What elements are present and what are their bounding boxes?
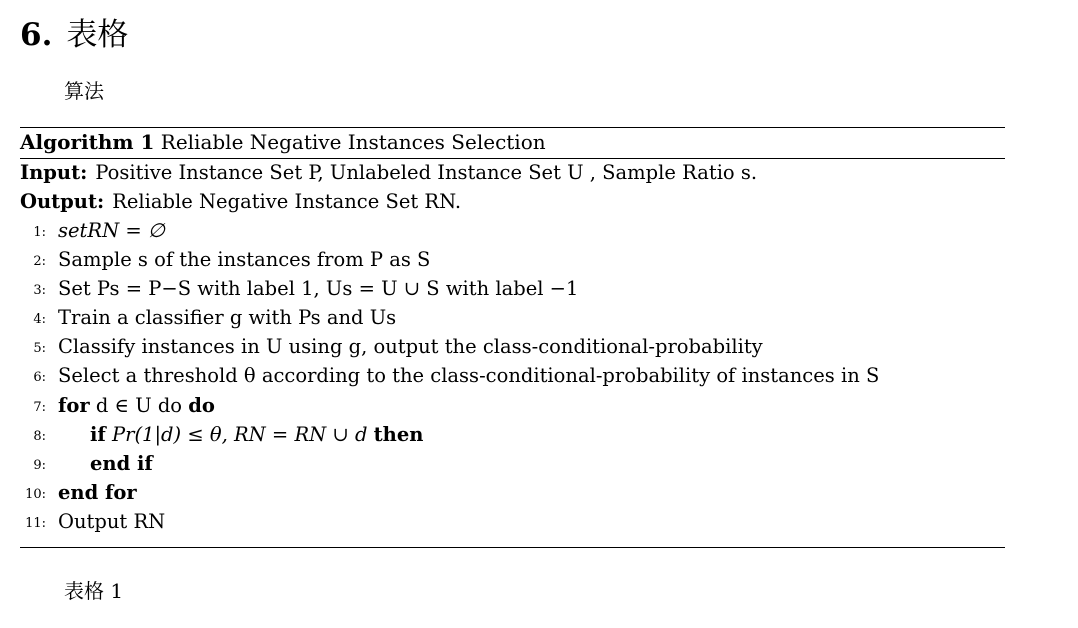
step-text: Train a classifier g with Ps and Us <box>58 306 397 330</box>
step-text: Sample s of the instances from P as S <box>58 248 431 272</box>
step-text: Pr(1|d) ≤ θ, RN = RN ∪ d <box>112 422 368 446</box>
step-text: setRN = ∅ <box>58 219 165 242</box>
step-text: Select a threshold θ according to the class-conditional-probability of instances in S <box>58 364 880 388</box>
algorithm-step <box>20 392 1005 421</box>
step-text: Classify instances in U using g, output the class-conditional-probability <box>58 335 763 359</box>
keyword-for: for <box>58 393 90 417</box>
input-label: Input: <box>20 161 88 184</box>
keyword-do: do <box>188 393 215 417</box>
line-number: 6: <box>33 370 46 386</box>
line-number: 9: <box>33 457 46 473</box>
line-number: 5: <box>33 341 46 357</box>
step-content <box>58 392 215 419</box>
algorithm-step <box>20 304 1005 333</box>
algorithm-step <box>20 362 1005 391</box>
algorithm-step <box>20 217 1005 246</box>
table-caption: 表格 1 <box>64 579 124 603</box>
algorithm-step <box>20 246 1005 275</box>
algorithm-step <box>20 479 1005 508</box>
line-number: 3: <box>33 283 46 299</box>
section-heading <box>20 14 128 56</box>
algorithm-name: Reliable Negative Instances Selection <box>160 130 546 154</box>
algorithm-step <box>20 450 1005 479</box>
keyword-then: then <box>373 422 424 446</box>
input-line <box>20 159 1005 188</box>
line-number: 8: <box>33 428 46 444</box>
input-text: Positive Instance Set P, Unlabeled Instance Set U , Sample Ratio s. <box>95 161 758 184</box>
bottom-rule <box>20 547 1005 548</box>
section-title: 表格 <box>66 17 129 53</box>
step-text: d ∈ U do <box>95 393 183 417</box>
output-text: Reliable Negative Instance Set RN. <box>112 190 462 213</box>
line-number: 10: <box>25 486 46 502</box>
subtitle: 算法 <box>64 79 104 103</box>
algorithm-label: Algorithm 1 <box>20 130 155 154</box>
step-content <box>90 421 423 448</box>
output-label: Output: <box>20 190 105 213</box>
line-number: 4: <box>33 312 46 328</box>
algorithm-block <box>20 127 1005 548</box>
line-number: 2: <box>33 254 46 270</box>
keyword-end-for: end for <box>58 480 137 504</box>
algorithm-step <box>20 333 1005 362</box>
keyword-if: if <box>90 422 106 446</box>
algorithm-step <box>20 421 1005 450</box>
algorithm-title <box>20 128 1005 158</box>
step-text: Output RN <box>58 509 166 533</box>
line-number: 1: <box>33 225 46 240</box>
line-number: 7: <box>33 399 46 415</box>
algorithm-step <box>20 275 1005 304</box>
output-line <box>20 188 1005 217</box>
line-number: 11: <box>25 515 46 531</box>
keyword-end-if: end if <box>90 451 153 475</box>
section-number: 6. <box>20 17 53 53</box>
algorithm-step <box>20 508 1005 537</box>
step-text: Set Ps = P−S with label 1, Us = U ∪ S with label −1 <box>58 277 579 301</box>
